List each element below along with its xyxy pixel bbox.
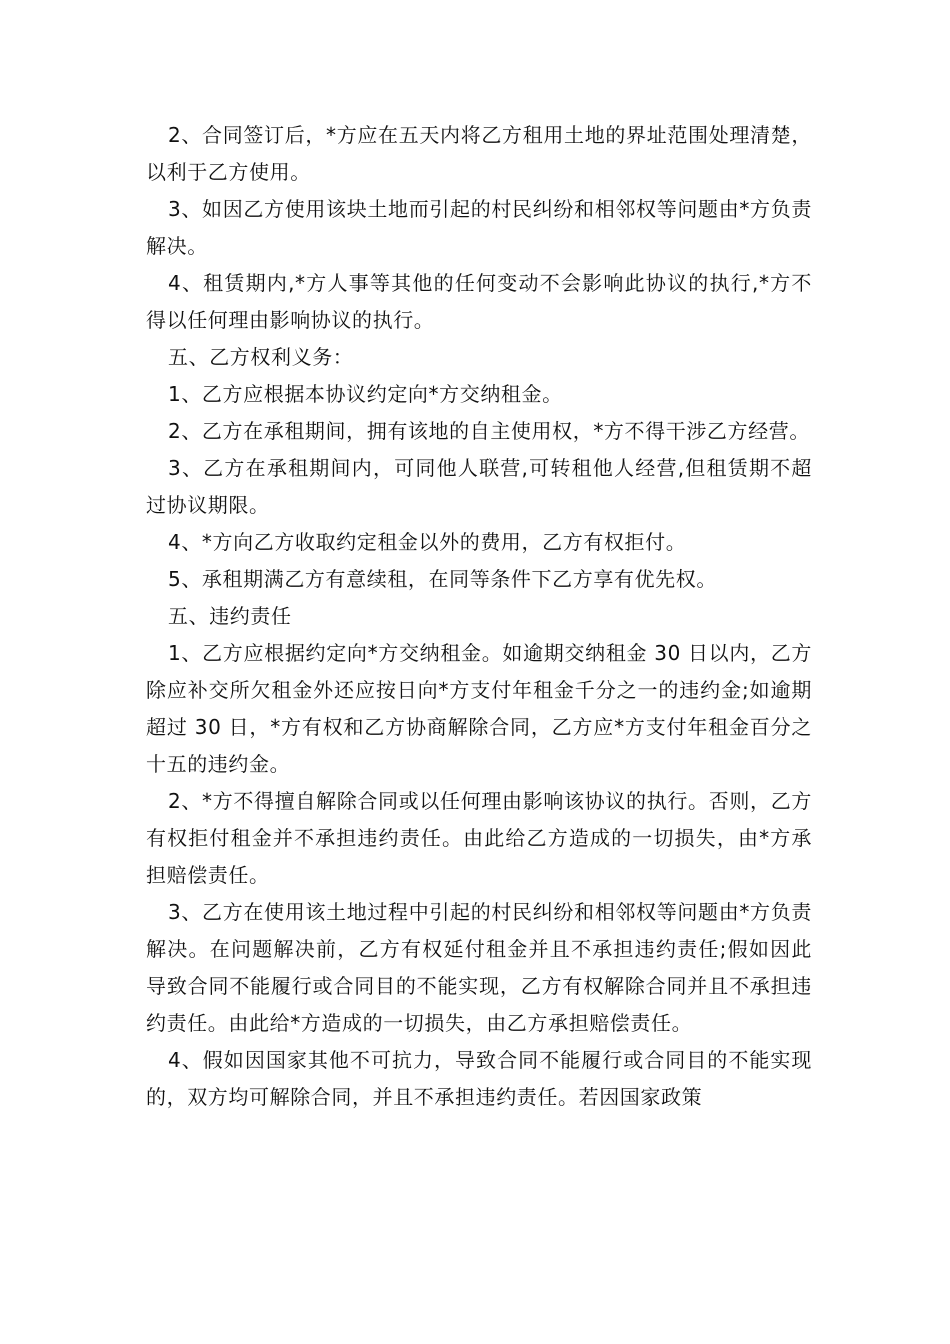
clause-2-site-boundary: 2、合同签订后，*方应在五天内将乙方租用土地的界址范围处理清楚，以利于乙方使用。 [146, 123, 812, 184]
clause-3-dispute-resolution: 3、如因乙方使用该块土地而引起的村民纠纷和相邻权等问题由*方负责解决。 [146, 197, 812, 258]
breach-clause-2-unilateral-termination: 2、*方不得擅自解除合同或以任何理由影响该协议的执行。否则，乙方有权拒付租金并不承担违约责任。由此给乙方造成的一切损失，由*方承担赔偿责任。 [146, 789, 812, 887]
section-heading-breach-liability: 五、违约责任 [168, 604, 292, 628]
section-heading-lessee-rights: 五、乙方权利义务： [168, 345, 354, 369]
lessee-clause-3-sublease: 3、乙方在承租期间内，可同他人联营,可转租他人经营,但租赁期不超过协议期限。 [146, 456, 812, 517]
clause-4-lease-period-changes: 4、租赁期内,*方人事等其他的任何变动不会影响此协议的执行,*方不得以任何理由影响协议的执行。 [146, 271, 812, 332]
breach-clause-4-force-majeure: 4、假如因国家其他不可抗力，导致合同不能履行或合同目的不能实现的，双方均可解除合同，并且不承担违约责任。若因国家政策 [146, 1048, 812, 1109]
lessee-clause-4-extra-fees: 4、*方向乙方收取约定租金以外的费用，乙方有权拒付。 [168, 530, 687, 554]
document-body [146, 117, 812, 1116]
lessee-clause-2-usage-right: 2、乙方在承租期间，拥有该地的自主使用权，*方不得干涉乙方经营。 [168, 419, 810, 443]
lessee-clause-5-renewal-priority: 5、承租期满乙方有意续租，在同等条件下乙方享有优先权。 [168, 567, 717, 591]
breach-clause-1-late-rent: 1、乙方应根据约定向*方交纳租金。如逾期交纳租金 30 日以内，乙方除应补交所欠租金外还应按日向*方支付年租金千分之一的违约金;如逾期超过 30 日，*方有权和乙方协商解除合同，乙方应*方支付年租金百分之十五的违约金。 [146, 641, 812, 776]
breach-clause-3-village-disputes: 3、乙方在使用该土地过程中引起的村民纠纷和相邻权等问题由*方负责解决。在问题解决前，乙方有权延付租金并且不承担违约责任;假如因此导致合同不能履行或合同目的不能实现，乙方有权解除合同并且不承担违约责任。由此给*方造成的一切损失，由乙方承担赔偿责任。 [146, 900, 812, 1035]
lessee-clause-1-rent-payment: 1、乙方应根据本协议约定向*方交纳租金。 [168, 382, 563, 406]
